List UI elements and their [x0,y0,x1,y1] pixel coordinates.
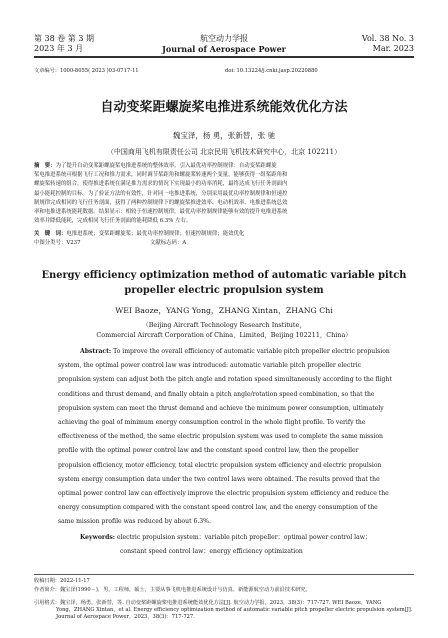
journal-name-cn: 航空动力学报 [200,34,248,43]
affiliation-cn: （中国商用飞机有限责任公司 北京民用飞机技术研究中心，北京 102211） [106,148,342,156]
affiliation-en-line: （Beijing Aircraft Technology Research Institute， [142,321,306,329]
abstract-cn-line: 最小能耗控制的目标。为了验证方法的有效性，针对同一电推进系统，分别采用最优功率控制规律和恒速控 [34,190,288,197]
keywords-en-line: electric propulsion system；variable pitch propeller；optimal power control law； [116,534,372,541]
abstract-en-line: conditions and thrust demand, and finally obtain a pitch angle/rotation speed combination, so that the [58,390,375,398]
page-title-en [0,268,448,298]
date-en: Mar. 2023 [372,44,414,53]
affiliation-en-line: Commercial Aircraft Corporation of China，Limited，Beijing 102211，China） [96,331,352,339]
article-number: 文章编号：1000-8055( 2023 )03-0717-11 [34,68,139,74]
keywords-cn-label: 关 键 词： [34,231,67,237]
journal-name-en: Journal of Aerospace Power [162,44,286,54]
authors-en: WEI Baoze，YANG Yong，ZHANG Xintan，ZHANG Chi [115,306,333,315]
keywords-en-line: constant speed control law；energy efficiency optimization [120,548,303,556]
citation-line: Yong，ZHANG Xintan，et al. Energy efficiency optimization method of automatic variable pitch propeller electric propulsion system[J]. [56,607,413,613]
volume-issue: 第 38 卷 第 3 期 [34,34,94,43]
abstract-en-line: same mission profile was reduced by about 6.3%. [58,518,211,526]
abstract-en-line: effectiveness of the method, the same electric propulsion system was used to complete the same mission [58,433,383,441]
abstract-cn-line: 桨电推进系统可根据飞行工况和推力需求，同时调节桨距角和螺旋桨转速两个变量，能够获得一组桨距角和 [34,172,288,179]
abstract-en-line: energy consumption compared with the constant speed control law, and the energy consumption of the [58,504,378,512]
abstract-en-line: optimal power control law can effectively improve the electric propulsion system efficiency and reduce the [58,490,389,498]
citation [34,600,414,621]
abstract-en-line: system energy consumption data under the two control laws were obtained. The results proved that the [58,475,380,483]
doi: doi: 10.13224/j.cnki.jasp.20220880 [225,68,318,74]
keywords-cn [34,230,414,239]
abstract-en-line: propulsion efficiency, motor efficiency, total electric propulsion system efficiency and electric propulsion [58,461,382,469]
volume-no-en: Vol. 38 No. 3 [361,34,414,43]
abstract-cn [34,162,414,226]
document-code: 文献标志码：A [150,240,187,246]
footer-rule [34,574,414,575]
abstract-en-line: To improve the overall efficiency of automatic variable pitch propeller electric propulsion [113,348,390,355]
title-en-line: Energy efficiency optimization method of automatic variable pitch [41,270,407,281]
abstract-en-line: system, the optimal power control law was introduced: automatic variable pitch propeller electric [58,362,362,370]
issue-date: 2023 年 3 月 [34,44,84,53]
header-right [362,34,414,54]
authors-cn: 魏宝泽，杨 勇，张新替，张 驰 [172,131,276,140]
abstract-cn-line: 率和电推进系统能耗数据。结果显示：相较于恒速控制规律，最优功率控制规律能够有效的提升电推进系统 [34,209,288,216]
clc-number: 中图分类号：V237 [34,240,81,246]
header-rule [34,56,414,58]
citation-line: Journal of Aerospace Power，2023，38(3)：717-727. [56,614,195,620]
abstract-cn-line: 螺旋桨转速的组合，使得推进系统在满足推力需求的情况下实现最小的功率消耗，最终达成飞行任务剖面内 [34,181,288,188]
abstract-en-line: propulsion system can meet the thrust demand and achieve the minimum power consumption, ultimately [58,404,384,412]
abstract-cn-line: 为了提升自动变桨距螺旋桨电推进系统的整体效率，引入最优功率控制规律：自动变桨距螺旋 [55,163,277,169]
abstract-en-label: Abstract: [80,348,112,355]
title-en-line: propeller electric propulsion system [124,285,324,296]
keywords-en-label: Keywords: [80,534,116,541]
keywords-en [80,531,414,559]
abstract-en-line: profile with the optimal power control law and the constant speed control law, then the propeller [58,447,359,455]
citation-line: 引用格式：魏宝泽，杨勇，张新替，等. 自动变桨距螺旋桨电推进系统能效优化方法[J]. 航空动力学报，2023，38(3)：717-727. WEI Baoze，YANG [34,600,382,606]
keywords-cn-text: 电推进系统；变桨距螺旋桨；最优功率控制规律；恒速控制规律；能效优化 [66,231,245,237]
abstract-cn-line: 效率并降低能耗，完成相同飞行任务剖面的能耗降低 6.3% 左右。 [34,218,192,225]
page-title-cn: 自动变桨距螺旋桨电推进系统能效优化方法 [100,100,348,115]
abstract-cn-label: 摘 要： [34,163,56,169]
abstract-en-line: propulsion system can adjust both the pitch angle and rotation speed simultaneously according to the flight [58,376,392,384]
received-date: 收稿日期：2022-11-17 [34,578,90,584]
abstract-en [58,345,414,530]
abstract-cn-line: 制规律完成相同的飞行任务剖面，获得了两种控制规律下的螺旋桨推进效率、电动机效率、电推进系统总效 [34,199,288,206]
abstract-en-line: achieving the goal of minimum energy consumption control in the whole flight profile. To verify the [58,419,366,427]
author-bio: 作者简介：魏宝泽(1990－)，男，工程师，硕士，主要从事飞机电推进系统设计与仿真、新能源航空动力前沿技术研究。 [34,587,311,593]
affiliation-en [0,320,448,340]
